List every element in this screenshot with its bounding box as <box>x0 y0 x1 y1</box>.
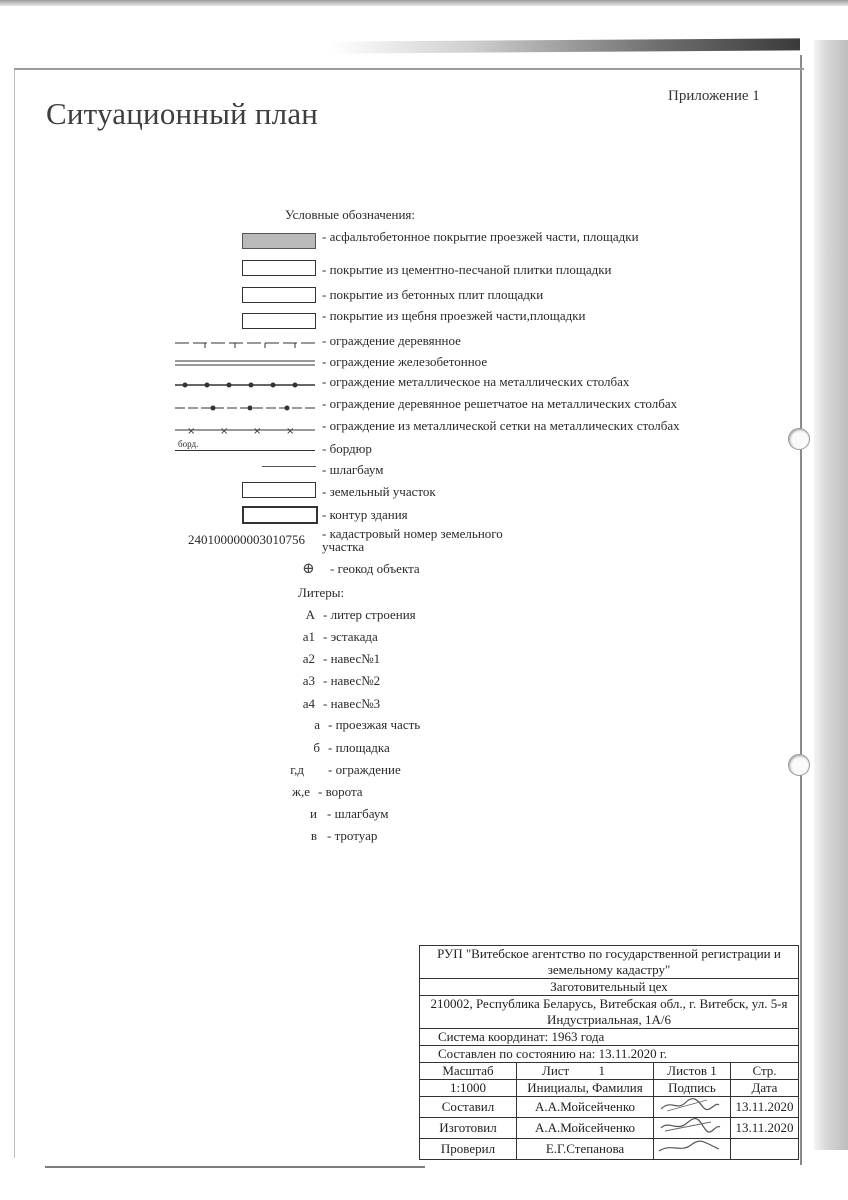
stamp-date-header: Дата <box>731 1080 799 1097</box>
barrier-symbol <box>262 466 316 467</box>
legend-item: - геокод объекта <box>330 561 420 576</box>
stamp-signature-header: Подпись <box>654 1080 731 1097</box>
legend-item: - контур здания <box>322 507 408 522</box>
svg-text:×: × <box>187 426 196 437</box>
stamp-sheet-header: Лист <box>542 1063 570 1078</box>
literal-code: б <box>313 740 320 755</box>
stamp-date: 13.11.2020 <box>731 1118 799 1139</box>
legend-item: - асфальтобетонное покрытие проезжей части, площадки <box>322 229 639 244</box>
asphalt-symbol <box>242 233 316 249</box>
lattice-fence-symbol <box>175 401 315 415</box>
concrete-fence-symbol <box>175 356 315 370</box>
page-edge-right <box>800 55 802 1165</box>
page-edge-bottom <box>45 1166 425 1168</box>
legend-item: - покрытие из щебня проезжей части,площадки <box>322 308 586 323</box>
legend-item: - ограждение металлическое на металлических столбах <box>322 374 630 389</box>
title-block <box>419 945 799 1160</box>
stamp-sheets-header: Листов 1 <box>654 1063 731 1080</box>
stamp-coord-system: Система координат: 1963 года <box>420 1029 799 1046</box>
stamp-person-name: А.А.Мойсейченко <box>517 1097 654 1118</box>
stamp-person-name: Е.Г.Степанова <box>517 1139 654 1160</box>
legend-item: - бордюр <box>322 441 372 456</box>
cement-tile-symbol <box>242 260 316 276</box>
handwritten-signature <box>657 1097 721 1113</box>
legend-item: - земельный участок <box>322 484 436 499</box>
scan-right-margin <box>814 40 848 1150</box>
literals-heading: Литеры: <box>298 585 345 600</box>
stamp-compiled-state: Составлен по состоянию на: 13.11.2020 г. <box>420 1046 799 1063</box>
literal-code: а4 <box>302 696 315 711</box>
page-title: Ситуационный план <box>46 96 319 131</box>
stamp-role: Составил <box>420 1097 517 1118</box>
cadastral-number: 240100000003010756 <box>188 532 305 547</box>
stamp-sheet-cell <box>517 1063 654 1080</box>
literal-desc: - навес№1 <box>323 651 381 666</box>
building-contour-symbol <box>242 506 318 524</box>
stamp-signature <box>654 1097 731 1118</box>
literal-desc: - проезжая часть <box>328 717 421 732</box>
stamp-role: Проверил <box>420 1139 517 1160</box>
literal-code: ж,е <box>291 784 310 799</box>
literal-desc: - литер строения <box>323 607 416 622</box>
gravel-symbol <box>242 313 316 329</box>
svg-text:×: × <box>286 426 295 437</box>
literal-desc: - тротуар <box>327 828 378 843</box>
literal-code: в <box>310 828 317 843</box>
stamp-address: 210002, Республика Беларусь, Витебская обл., г. Витебск, ул. 5-я Индустриальная, 1А/6 <box>420 996 799 1029</box>
svg-text:×: × <box>220 426 229 437</box>
appendix-label: Приложение 1 <box>668 88 760 104</box>
stamp-page-header: Стр. <box>731 1063 799 1080</box>
svg-text:×: × <box>253 426 262 437</box>
literal-code: а3 <box>302 673 315 688</box>
mesh-fence-symbol <box>175 423 315 437</box>
stamp-person-name: А.А.Мойсейченко <box>517 1118 654 1139</box>
scan-shadow-band <box>330 38 800 53</box>
legend-item: - шлагбаум <box>322 462 384 477</box>
legend-item: - ограждение деревянное решетчатое на металлических столбах <box>322 396 678 411</box>
literal-code: а1 <box>302 629 315 644</box>
stamp-signature <box>654 1118 731 1139</box>
handwritten-signature <box>657 1139 721 1155</box>
literal-code: А <box>305 607 315 622</box>
legend-item: - кадастровый номер земельного участка <box>322 526 503 554</box>
legend-item: - ограждение из металлической сетки на металлических столбах <box>322 418 680 433</box>
stamp-initials-header: Инициалы, Фамилия <box>517 1080 654 1097</box>
bordur-symbol <box>175 450 315 451</box>
page-edge-left <box>14 68 15 1158</box>
literal-desc: - ограждение <box>328 762 401 777</box>
page-edge-top <box>14 68 804 70</box>
literal-desc: - навес№3 <box>323 696 381 711</box>
punch-hole-lower <box>788 754 810 776</box>
land-plot-symbol <box>242 482 316 498</box>
literal-code: а <box>314 717 320 732</box>
literal-desc: - площадка <box>328 740 390 755</box>
literal-desc: - эстакада <box>323 629 378 644</box>
stamp-scale-header: Масштаб <box>420 1063 517 1080</box>
stamp-role: Изготовил <box>420 1118 517 1139</box>
legend-heading: Условные обозначения: <box>285 207 416 222</box>
punch-hole-upper <box>788 428 810 450</box>
legend-item: - покрытие из цементно-песчаной плитки площадки <box>322 262 612 277</box>
legend-item: - покрытие из бетонных плит площадки <box>322 287 544 302</box>
geocode-icon: ⊕ <box>302 561 315 577</box>
stamp-date: 13.11.2020 <box>731 1097 799 1118</box>
concrete-plate-symbol <box>242 287 316 303</box>
bordur-symbol-label: борд. <box>178 439 199 449</box>
literal-code: г,д <box>290 762 304 777</box>
stamp-org: РУП "Витебское агентство по государственной регистрации и земельному кадастру" <box>420 946 799 979</box>
scan-top-edge <box>0 0 848 6</box>
wooden-fence-symbol <box>175 336 315 350</box>
literal-code: а2 <box>302 651 315 666</box>
metal-fence-symbol <box>175 378 315 392</box>
legend-item: - ограждение железобетонное <box>322 354 488 369</box>
literal-desc: - навес№2 <box>323 673 381 688</box>
stamp-sheet-value: 1 <box>598 1063 605 1078</box>
literal-code: и <box>310 806 317 821</box>
handwritten-signature <box>657 1118 721 1134</box>
stamp-department: Заготовительный цех <box>420 979 799 996</box>
stamp-scale-value: 1:1000 <box>420 1080 517 1097</box>
stamp-date <box>731 1139 799 1160</box>
literal-desc: - ворота <box>318 784 363 799</box>
legend-item: - ограждение деревянное <box>322 333 461 348</box>
literal-desc: - шлагбаум <box>327 806 389 821</box>
stamp-signature <box>654 1139 731 1160</box>
